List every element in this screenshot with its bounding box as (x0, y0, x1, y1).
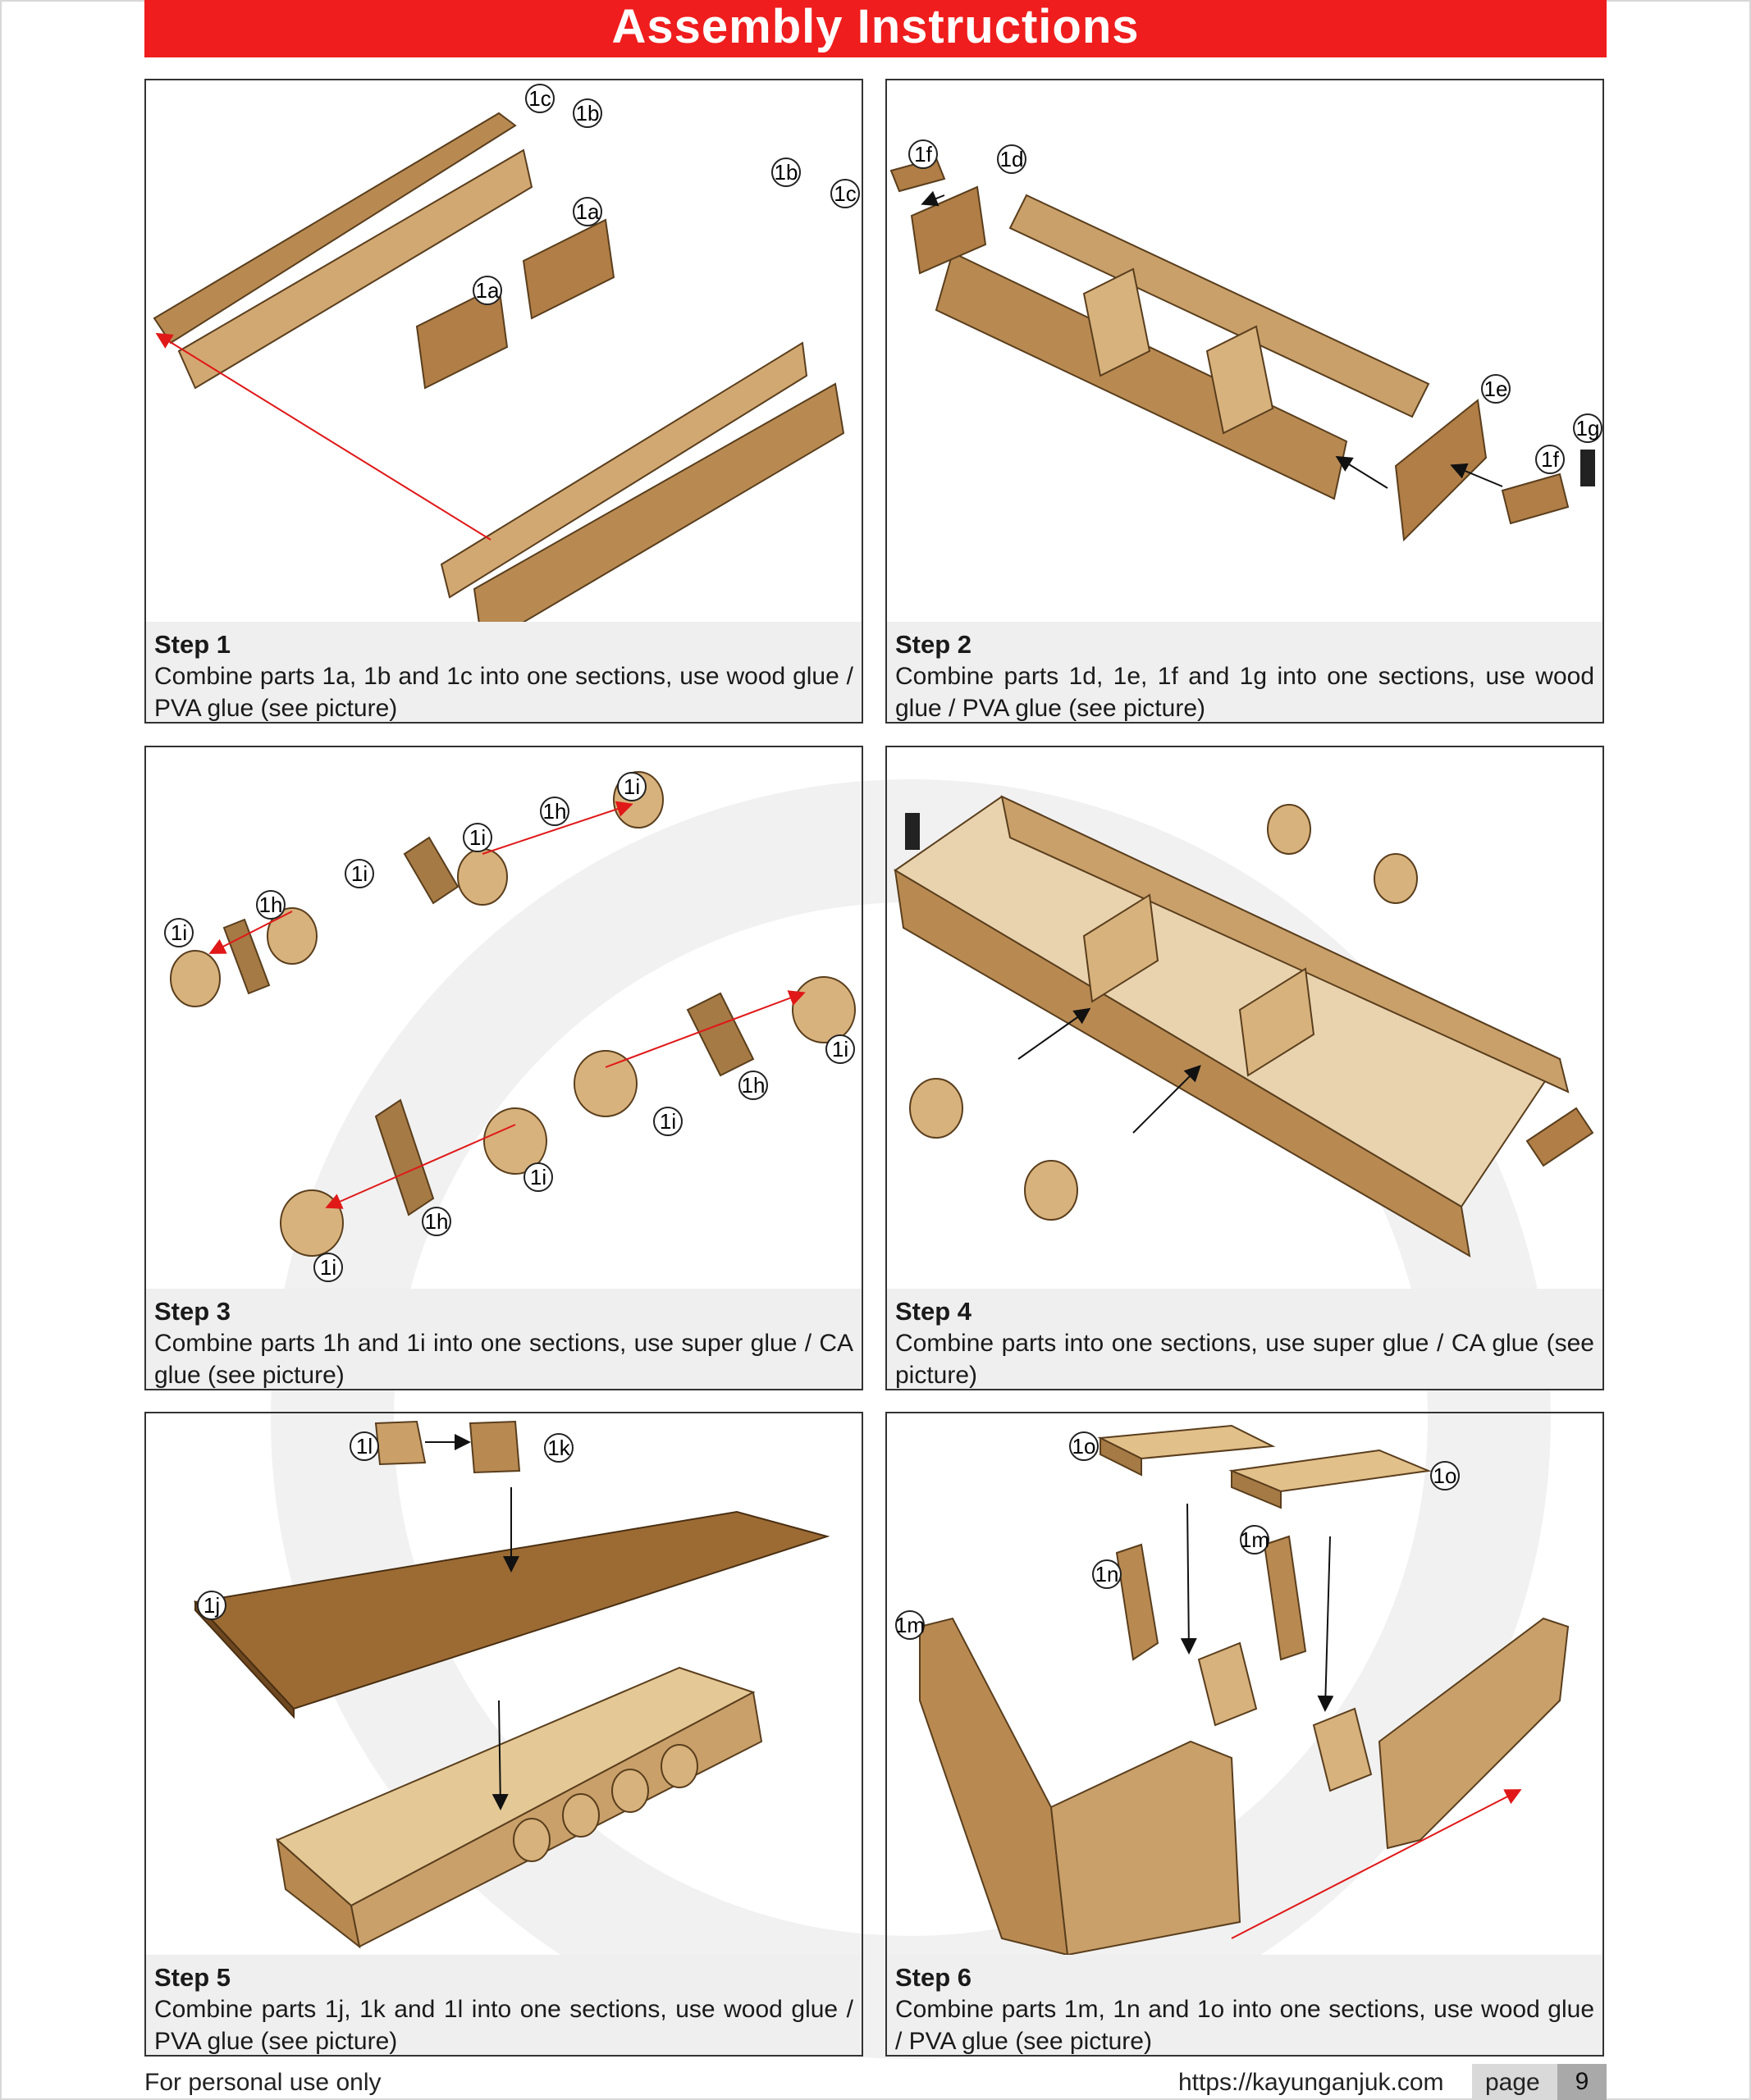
part-label: 1d (999, 147, 1024, 171)
part-label: 1h (741, 1073, 766, 1098)
part-label: 1i (831, 1037, 849, 1061)
part-label: 1i (170, 920, 188, 945)
step-5-illustration (146, 1413, 862, 1955)
part-label: 1h (542, 799, 567, 824)
part-label: 1m (1239, 1527, 1270, 1552)
part-label: 1i (350, 861, 368, 886)
step-caption (146, 1955, 862, 2055)
step-panel-5 (144, 1412, 863, 2057)
step-caption (887, 1289, 1602, 1389)
part-label: 1k (547, 1436, 570, 1460)
step-panel-2 (885, 79, 1604, 724)
part-label: 1b (774, 160, 798, 185)
part-label: 1n (1095, 1562, 1119, 1586)
step-description: Combine parts 1j, 1k and 1l into one sections, use wood glue / PVA glue (see picture) (154, 1996, 853, 2055)
part-label: 1h (424, 1209, 449, 1234)
page-label: page (1485, 2069, 1540, 2096)
step-2-illustration (887, 80, 1602, 622)
part-label: 1i (623, 774, 641, 799)
footer-disclaimer: For personal use only (144, 2069, 382, 2096)
part-label: 1j (203, 1593, 221, 1618)
part-label: 1h (258, 892, 283, 917)
step-title: Step 4 (895, 1297, 972, 1326)
part-label: 1e (1484, 377, 1508, 401)
part-label: 1a (475, 278, 500, 303)
part-label: 1f (914, 142, 932, 167)
step-caption (146, 1289, 862, 1389)
step-title: Step 3 (154, 1297, 231, 1326)
part-label: 1o (1433, 1463, 1457, 1488)
step-panel-4 (885, 746, 1604, 1390)
part-label: 1c (528, 86, 551, 111)
step-description: Combine parts 1h and 1i into one sections, use super glue / CA glue (see picture) (154, 1330, 853, 1389)
part-label: 1l (355, 1434, 373, 1459)
step-panel-3 (144, 746, 863, 1390)
part-label: 1m (894, 1613, 926, 1637)
step-title: Step 2 (895, 630, 972, 659)
step-caption (146, 622, 862, 722)
page-title: Assembly Instructions (144, 0, 1607, 57)
part-label: 1i (469, 825, 487, 850)
step-title: Step 6 (895, 1963, 972, 1992)
step-1-illustration (146, 80, 862, 622)
part-label: 1i (659, 1109, 677, 1134)
step-panel-6 (885, 1412, 1604, 2057)
part-label: 1i (319, 1255, 337, 1280)
part-label: 1c (834, 181, 857, 206)
part-label: 1g (1575, 416, 1600, 441)
part-label: 1i (529, 1165, 547, 1189)
step-4-illustration (887, 747, 1602, 1289)
step-description: Combine parts 1d, 1e, 1f and 1g into one sections, use wood glue / PVA glue (see picture) (895, 663, 1594, 722)
step-description: Combine parts into one sections, use super glue / CA glue (see picture) (895, 1330, 1594, 1389)
footer-url-link[interactable]: https://kayunganjuk.com (1178, 2069, 1444, 2096)
step-3-illustration (146, 747, 862, 1289)
step-description: Combine parts 1m, 1n and 1o into one sections, use wood glue / PVA glue (see picture) (895, 1996, 1594, 2055)
step-panel-1 (144, 79, 863, 724)
step-title: Step 1 (154, 630, 231, 659)
page-number: 9 (1557, 2064, 1607, 2100)
step-6-illustration (887, 1413, 1602, 1955)
step-title: Step 5 (154, 1963, 231, 1992)
part-label: 1a (575, 199, 600, 224)
part-label: 1b (575, 101, 600, 126)
step-caption (887, 1955, 1602, 2055)
part-label: 1f (1541, 447, 1559, 472)
step-caption (887, 622, 1602, 722)
step-description: Combine parts 1a, 1b and 1c into one sections, use wood glue / PVA glue (see picture) (154, 663, 853, 722)
part-label: 1o (1072, 1434, 1096, 1459)
